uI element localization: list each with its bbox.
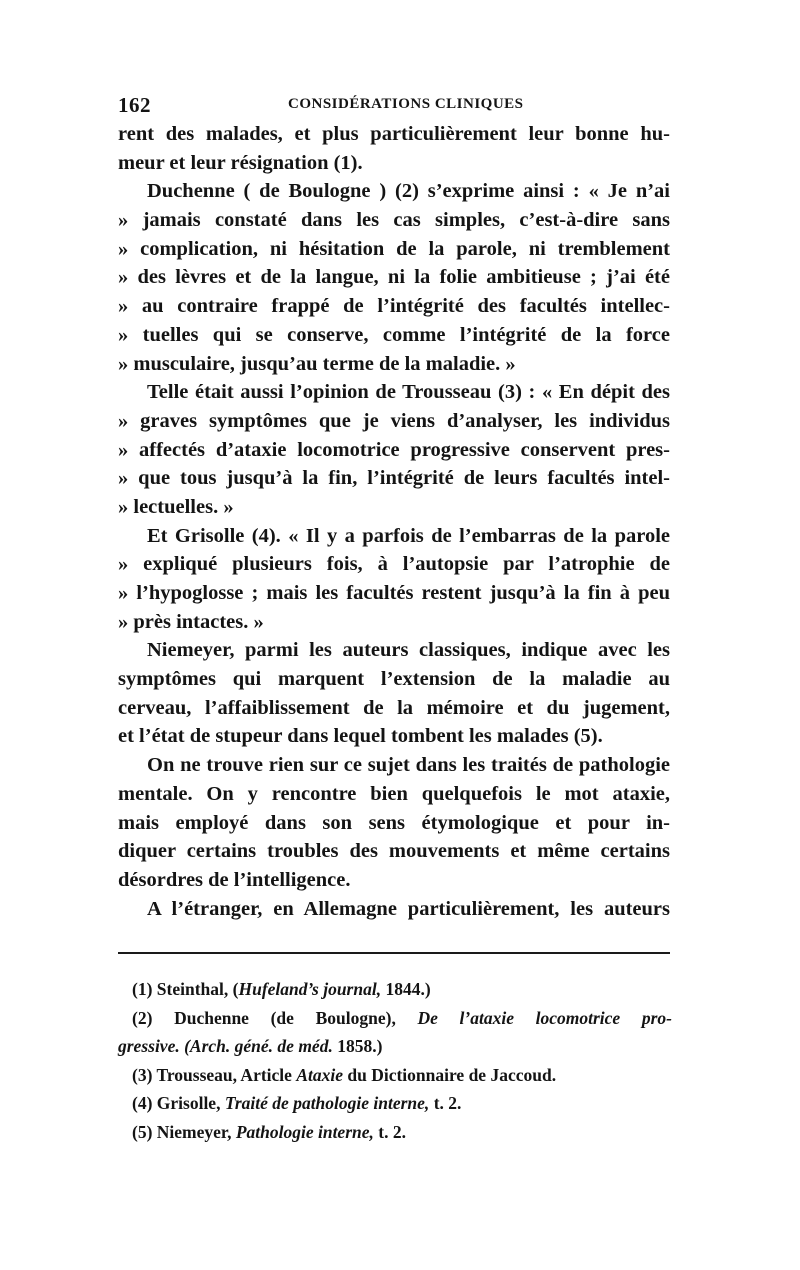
footnote-title: Pathologie interne, [235,1121,374,1142]
footnote [132,1004,672,1033]
text-line: désordres de l’intelligence. [118,868,351,891]
text-line: diquer certains troubles des mouvements et même certains [118,840,670,863]
footnote-text: du Dictionnaire de Jaccoud. [342,1064,557,1085]
footnote-text: 1844.) [381,979,431,999]
text-line: » graves symptômes que je viens d’analyser, les individus [118,409,670,432]
footnote-label: (3) [132,1064,153,1085]
text-line: » près intactes. » [118,610,264,633]
text-line: rent des malades, et plus particulièrement leur bonne hu- [118,123,670,145]
footnote-rule [118,952,670,954]
text-line: » que tous jusqu’à la fin, l’intégrité de leurs facultés intel- [118,467,670,490]
page-header [118,93,670,119]
footnote-title: Ataxie [296,1064,343,1085]
text-line: » musculaire, jusqu’au terme de la maladie. » [118,352,516,375]
footnote-text: Steinthal, ( [156,979,239,999]
text-line: Telle était aussi l’opinion de Trousseau (3) : « En dépit des [147,381,670,404]
footnote-text: Duchenne (de Boulogne), [174,1007,418,1028]
running-head: CONSIDÉRATIONS CLINIQUES [288,96,524,112]
footnote [132,975,672,1004]
text-line: » expliqué plusieurs fois, à l’autopsie par l’atrophie de [118,553,670,576]
text-line: » lectuelles. » [118,495,234,518]
text-line: cerveau, l’affaiblissement de la mémoire et du jugement, [118,696,670,719]
footnote-label: (1) [132,979,153,999]
text-line: meur et leur résignation (1). [118,151,363,174]
footnote-label: (2) [132,1007,153,1028]
footnote-text: t. 2. [429,1093,462,1113]
text-line: » au contraire frappé de l’intégrité des facultés intellec- [118,295,670,318]
text-line: On ne trouve rien sur ce sujet dans les traités de pathologie [147,754,670,777]
footnote-text: t. 2. [373,1121,406,1142]
footnote-text: Trousseau, Article [156,1064,297,1085]
text-line: symptômes qui marquent l’extension de la maladie au [118,668,670,691]
text-line: » jamais constaté dans les cas simples, c’est-à-dire sans [118,209,670,232]
text-line: Et Grisolle (4). « Il y a parfois de l’embarras de la parole [147,524,670,547]
text-line: mais employé dans son sens étymologique et pour in- [118,811,670,834]
text-line: » l’hypoglosse ; mais les facultés restent jusqu’à la fin à peu [118,582,670,604]
footnote-label: (5) [132,1121,153,1142]
footnote-text: 1858.) [332,1036,383,1056]
text-line: » complication, ni hésitation de la parole, ni tremblement [118,237,670,260]
footnote [118,1032,672,1061]
text-line: Niemeyer, parmi les auteurs classiques, indique avec les [147,639,670,662]
footnotes [118,975,673,1146]
text-line: mentale. On y rencontre bien quelquefois le mot ataxie, [118,782,670,805]
text-line: » des lèvres et de la langue, ni la folie ambitieuse ; j’ai été [118,266,670,289]
footnote-title: Traité de pathologie interne, [224,1093,430,1113]
text-line: » tuelles qui se conserve, comme l’intégrité de la force [118,323,670,346]
footnote-text: Niemeyer, [156,1121,236,1142]
footnote-title: gressive. (Arch. géné. de méd. [118,1036,333,1056]
footnote-label: (4) [132,1093,153,1113]
footnote-text: Grisolle, [156,1093,225,1113]
text-line: Duchenne ( de Boulogne ) (2) s’exprime ainsi : « Je n’ai [147,180,670,203]
text-line: A l’étranger, en Allemagne particulièrement, les auteurs [147,897,670,920]
footnote [132,1118,672,1147]
body-text [118,120,670,923]
page-number: 162 [118,93,151,117]
footnote [132,1061,672,1090]
text-line: » affectés d’ataxie locomotrice progressive conservent pres- [118,438,670,461]
text-line: et l’état de stupeur dans lequel tombent les malades (5). [118,725,603,748]
footnote-title: Hufeland’s journal, [238,979,382,999]
footnote-title: De l’ataxie locomotrice pro- [417,1007,673,1028]
footnote [132,1089,672,1118]
